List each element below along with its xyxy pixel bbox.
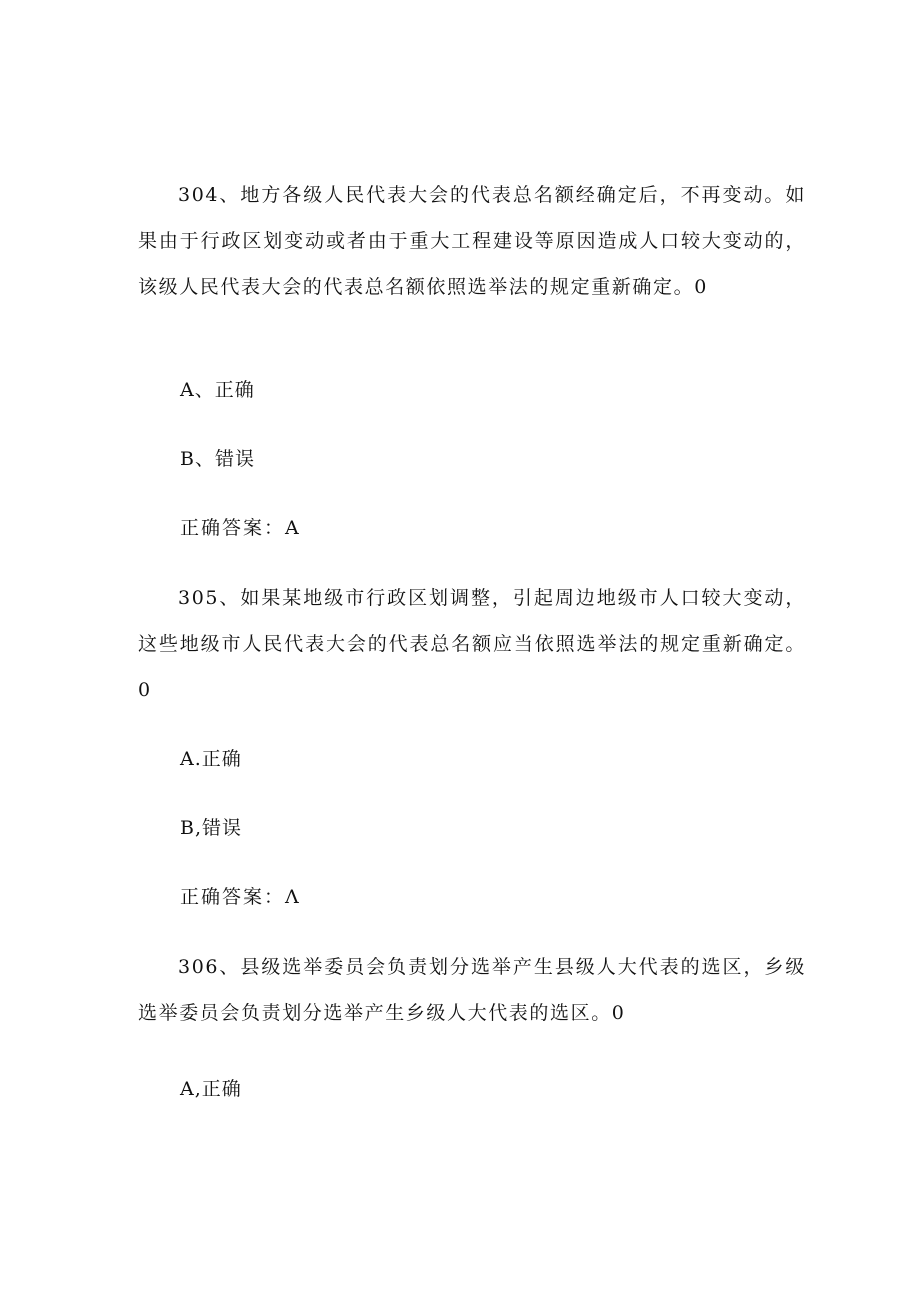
- question-305-text: 305、如果某地级市行政区划调整，引起周边地级市人口较大变动，这些地级市人民代表大会的代表总名额应当依照选举法的规定重新确定。0: [138, 587, 806, 701]
- question-306-option-a: A,正确: [180, 1078, 242, 1100]
- question-306-text: 306、县级选举委员会负责划分选举产生县级人大代表的选区，乡级选举委员会负责划分选举产生乡级人大代表的选区。0: [138, 956, 806, 1024]
- question-304-option-a: A、正确: [180, 379, 255, 401]
- question-305-answer: 正确答案：Λ: [180, 886, 301, 908]
- question-305-option-b: B,错误: [180, 817, 243, 839]
- question-304-text: 304、地方各级人民代表大会的代表总名额经确定后，不再变动。如果由于行政区划变动或者由于重大工程建设等原因造成人口较大变动的，该级人民代表大会的代表总名额依照选举法的规定重新确定。0: [138, 184, 806, 298]
- question-304-option-b: B、错误: [180, 448, 255, 470]
- question-304-answer: 正确答案：A: [180, 517, 301, 539]
- question-305-option-a: A.正确: [180, 748, 242, 770]
